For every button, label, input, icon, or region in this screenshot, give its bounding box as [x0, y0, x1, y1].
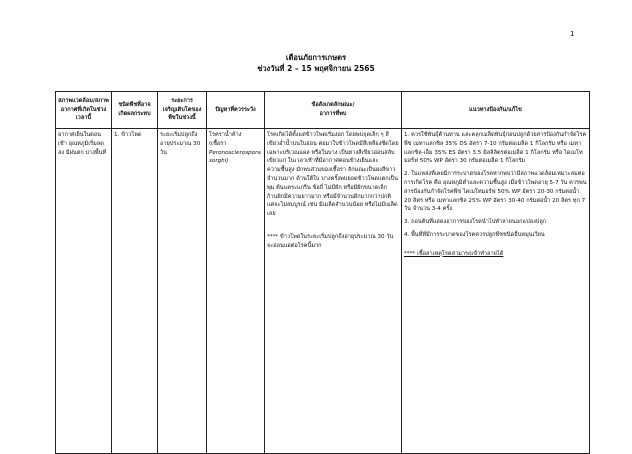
page-number: 1 — [570, 30, 575, 38]
measure-item: 2. ในแหล่งที่เคยมีการระบาดของโรคหากพบว่ามีสภาพแวดล้อมเหมาะสมต่อการเกิดโรค คือ อุณหภูมิต่ำและความชื้นสูง เมื่อข้าวโพดอายุ 5-7 วัน ควรพ่นสารป้องกันกำจัดโรคพืช ไดเมโทมอร์ฟ 50% WP อัตรา 20-30 กรัมต่อน้ำ 20 ลิตร หรือ เมทาแลกซิล 25% WP อัตรา 30-40 กรัมต่อน้ำ 20 ลิตร ทุก 7 วัน จำนวน 3-4 ครั้ง — [404, 171, 587, 213]
stage-line: วัน — [160, 149, 167, 156]
header-symptom-line: ข้อสังเกตลักษณะ/ — [311, 102, 355, 109]
cell-symptom — [265, 129, 402, 454]
title-line-2: ช่วงวันที่ 2 – 15 พฤศจิกายน 2565 — [257, 64, 375, 73]
header-crop-line: ชนิดพืชที่อาจ — [118, 102, 151, 109]
header-condition-line: สภาพแวดล้อม/สภาพ — [58, 97, 109, 104]
table-row — [56, 129, 590, 454]
document-title — [0, 52, 632, 74]
title-line-1: เตือนภัยการเกษตร — [285, 53, 347, 62]
cell-measures — [402, 129, 590, 454]
header-stage — [158, 92, 207, 129]
header-problem — [207, 92, 265, 129]
header-row — [56, 92, 590, 129]
cell-condition: อากาศเย็นในตอนเช้า อุณหภูมิเริ่มลดลง มีฝนตก บางพื้นที่ — [56, 129, 112, 454]
header-condition-line: อากาศที่เกิดในช่วงเวลานี้ — [60, 106, 107, 122]
stage-line: ระยะเริ่มปลูกถึง — [160, 132, 198, 138]
warning-table — [55, 91, 590, 454]
header-measures-line: แนวทางป้องกัน/แก้ไข — [469, 106, 522, 113]
cell-stage — [158, 129, 207, 454]
symptom-note: **** ข้าวโพดในระยะเริ่มปลูกถึงอายุประมาณ 30 วัน จะอ่อนแอต่อโรคนี้มาก — [267, 233, 394, 249]
measure-item: 1. ควรใช้พันธุ์ต้านทาน และคลุกเมล็ดพันธุ์ก่อนปลูกด้วยสารป้องกันกำจัดโรคพืช เมทาแลกซิล 35% DS อัตรา 7-10 กรัมต่อเมล็ด 1 กิโลกรัม หรือ เมทาแลกซิล-เอ็ม 35% ES อัตรา 3.5 มิลลิลิตรต่อเมล็ด 1 กิโลกรัม หรือ ไดเมโทมอร์ฟ 50% WP อัตรา 30 กรัมต่อเมล็ด 1 กิโลกรัม — [404, 132, 587, 165]
stage-line: อายุประมาณ 30 — [160, 140, 201, 147]
header-measures — [402, 92, 590, 129]
header-condition — [56, 92, 112, 129]
cell-problem — [207, 129, 265, 454]
problem-cause: (เชื้อรา — [209, 140, 227, 147]
cell-crop: 1. ข้าวโพด — [112, 129, 158, 454]
measure-item: 3. ถอนต้นที่แสดงอาการของโรคนำไปทำลายนอกแปลงปลูก — [404, 219, 547, 226]
header-crop-line: เกิดผลกระทบ — [118, 111, 151, 117]
header-crop — [112, 92, 158, 129]
measure-note: **** เชื้อสาเหตุโรคสามารถเข้าทำลายได้ — [404, 250, 504, 257]
header-stage-line: เจริญเติบโตของ — [162, 106, 202, 113]
problem-name: โรคราน้ำค้าง — [209, 132, 242, 138]
problem-scientific-name: Peronosclerospora sorghi) — [209, 149, 261, 165]
symptom-description: โรคเกิดได้ตั้งแต่ข้าวโพดเริ่มงอก โดยพบจุดเล็ก ๆ สีเขียวอ่ำน้ำบนใบอ่อน ต่อมาใบข้าวโพดมีสีเหลืองซีดโดยเฉพาะบริเวณแผล หรือในบาง เป็นทางสีเขียวอ่อนสลับเขียวแก่ ในเวลาเช้าที่มีอากาศค่อนข้างเย็นและความชื้นสูง มักพบส่วนของเชื้อรา ลักษณะเป็นผงสีขาวจำนวนมาก ด้านใต้ใบ บางครั้งพบยอดข้าวโพดแตกเป็นพุ่ม ต้นแคระแกร็น ข้อถี่ ไม่มีฝัก หรือมีฝักขนาดเล็ก ก้านฝักมีความยาวมาก หรือมีจำนวนฝักมากกว่าปกติ แต่จะไม่สมบูรณ์ เช่น มีเมล็ดจำนวนน้อย หรือไม่มีเมล็ดเลย — [267, 132, 399, 218]
header-stage-line: ระยะการ — [171, 97, 193, 104]
header-symptom-line: อาการที่พบ — [319, 111, 347, 117]
measure-item: 4. พื้นที่ที่มีการระบาดของโรคควรปลูกพืชชนิดอื่นหมุนเวียน — [404, 231, 545, 238]
header-symptom — [265, 92, 402, 129]
header-problem-line: ปัญหาที่ควรระวัง — [215, 106, 256, 113]
header-stage-line: พืชในช่วงนี้ — [168, 115, 196, 122]
